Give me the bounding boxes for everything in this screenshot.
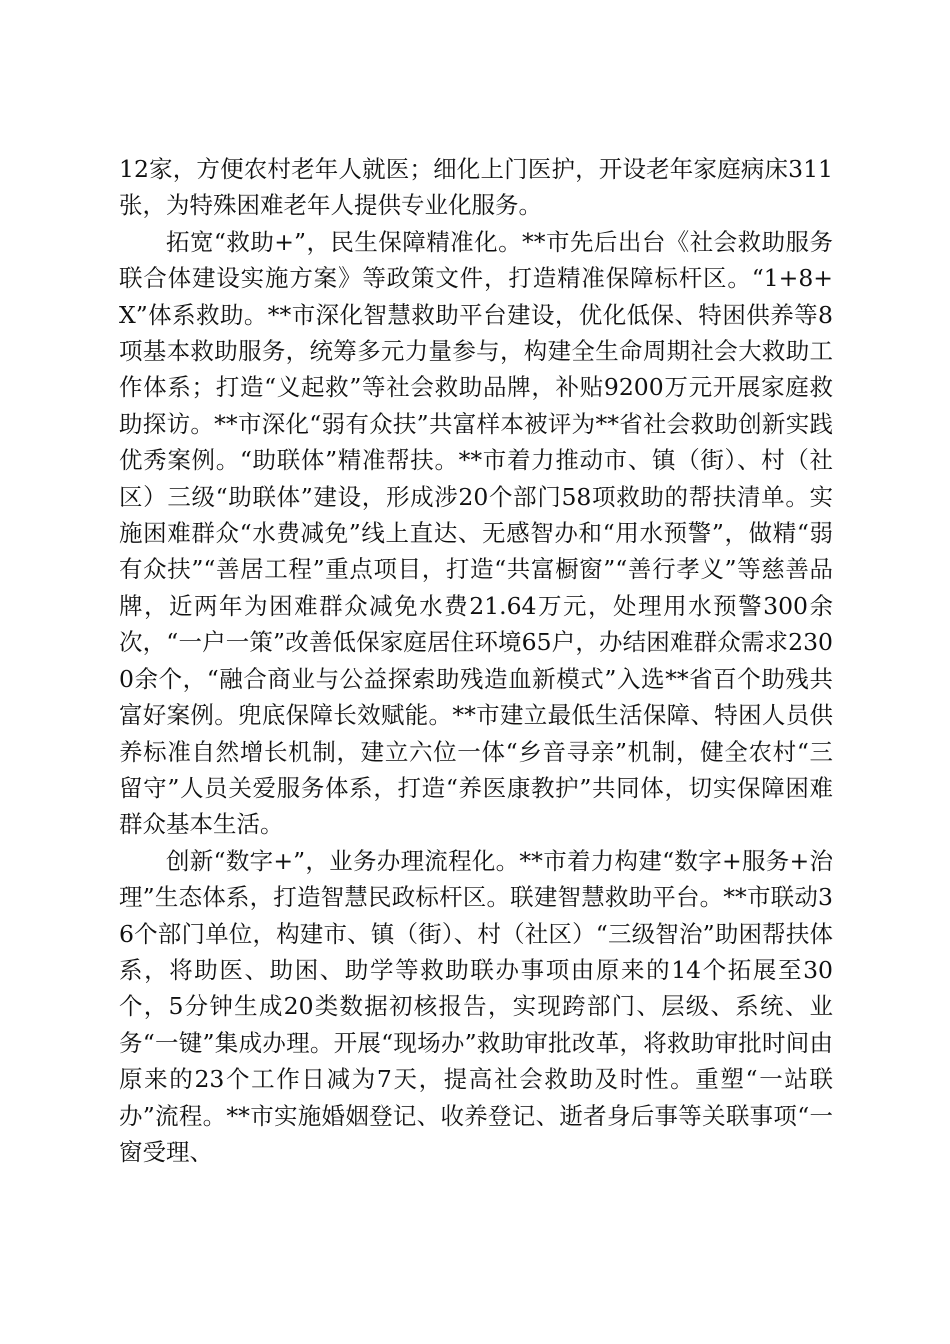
paragraph-2: 拓宽“救助+”，民生保障精准化。**市先后出台《社会救助服务联合体建设实施方案》等政策文件，打造精准保障标杆区。“1+8+X”体系救助。**市深化智慧救助平台建设，优化低保、特困供养等8项基本救助服务，统筹多元力量参与，构建全生命周期社会大救助工作体系；打造“义起救”等社会救助品牌，补贴9200万元开展家庭救助探访。**市深化“弱有众扶”共富样本被评为**省社会救助创新实践优秀案例。“助联体”精准帮扶。**市着力推动市、镇（街）、村（社区）三级“助联体”建设，形成涉20个部门58项救助的帮扶清单。实施困难群众“水费减免”线上直达、无感智办和“用水预警”，做精“弱有众扶”“善居工程”重点项目，打造“共富橱窗”“善行孝义”等慈善品牌，近两年为困难群众减免水费21.64万元，处理用水预警300余次，“一户一策”改善低保家庭居住环境65户，办结困难群众需求2300余个，“融合商业与公益探索助残造血新模式”入选**省百个助残共富好案例。兜底保障长效赋能。**市建立最低生活保障、特困人员供养标准自然增长机制，建立六位一体“乡音寻亲”机制，健全农村“三留守”人员关爱服务体系，打造“养医康教护”共同体，切实保障困难群众基本生活。	[119, 227, 833, 839]
body-text	[119, 151, 833, 1170]
paragraph-1: 12家，方便农村老年人就医；细化上门医护，开设老年家庭病床311张，为特殊困难老年人提供专业化服务。	[119, 155, 833, 220]
paragraph-3: 创新“数字+”，业务办理流程化。**市着力构建“数字+服务+治理”生态体系，打造智慧民政标杆区。联建智慧救助平台。**市联动36个部门单位，构建市、镇（街）、村（社区）“三级智治”助困帮扶体系，将助医、助困、助学等救助联办事项由原来的14个拓展至30个，5分钟生成20类数据初核报告，实现跨部门、层级、系统、业务“一键”集成办理。开展“现场办”救助审批改革，将救助审批时间由原来的23个工作日减为7天，提高社会救助及时性。重塑“一站联办”流程。**市实施婚姻登记、收养登记、逝者身后事等关联事项“一窗受理、	[119, 846, 833, 1166]
